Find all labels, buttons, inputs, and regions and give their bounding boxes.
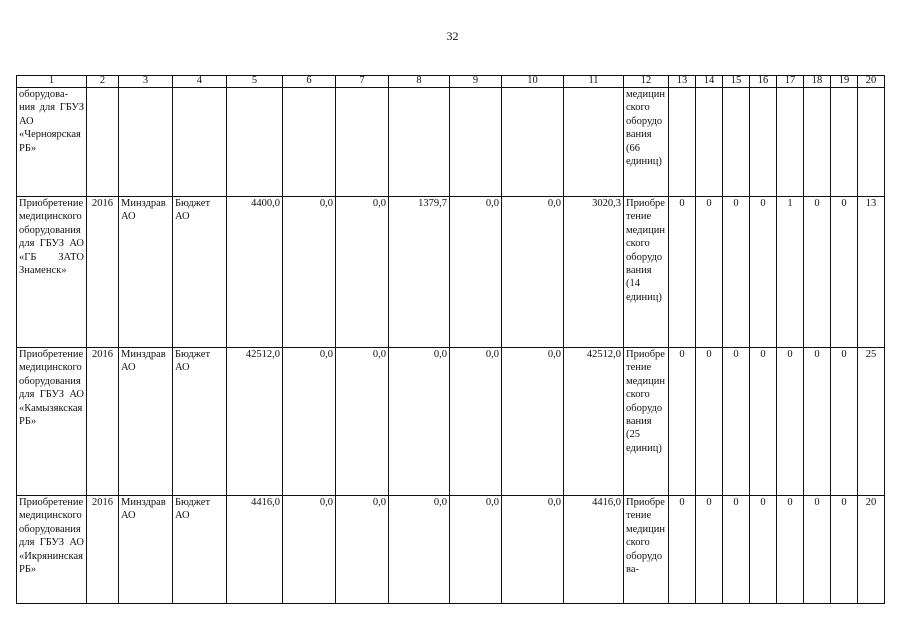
cell-count: [831, 88, 858, 197]
cell-value: [564, 88, 624, 197]
cell-value: 4416,0: [564, 496, 624, 604]
cell-year: 2016: [87, 348, 119, 496]
header-cell: 1: [17, 76, 87, 88]
cell-count: 0: [831, 197, 858, 348]
page-number: 32: [446, 29, 459, 43]
cell-count: 20: [858, 496, 885, 604]
header-cell: 9: [450, 76, 502, 88]
cell-value: 1379,7: [389, 197, 450, 348]
cell-count: 0: [723, 348, 750, 496]
cell-value: 0,0: [450, 348, 502, 496]
cell-value: 0,0: [336, 197, 389, 348]
header-cell: 7: [336, 76, 389, 88]
cell-count: 0: [804, 496, 831, 604]
cell-count: 0: [723, 197, 750, 348]
cell-source: [173, 88, 227, 197]
cell-value: 0,0: [450, 197, 502, 348]
cell-value: 0,0: [336, 348, 389, 496]
cell-value: [283, 88, 336, 197]
cell-source: Бюджет АО: [173, 197, 227, 348]
header-cell: 16: [750, 76, 777, 88]
cell-value: [336, 88, 389, 197]
cell-count: 0: [750, 348, 777, 496]
table-row: [17, 496, 885, 604]
cell-source: Бюджет АО: [173, 496, 227, 604]
header-cell: 19: [831, 76, 858, 88]
cell-value: 0,0: [502, 348, 564, 496]
cell-count: 0: [696, 197, 723, 348]
cell-value: 0,0: [283, 348, 336, 496]
cell-count: 0: [804, 197, 831, 348]
cell-value: 0,0: [389, 496, 450, 604]
header-cell: 14: [696, 76, 723, 88]
header-cell: 5: [227, 76, 283, 88]
cell-count: 13: [858, 197, 885, 348]
cell-value: 3020,3: [564, 197, 624, 348]
header-cell: 15: [723, 76, 750, 88]
cell-value: 42512,0: [564, 348, 624, 496]
cell-indicator: Приобретение медицинского оборудова-: [624, 496, 669, 604]
cell-indicator: Приобретение медицинского оборудования (25 единиц): [624, 348, 669, 496]
cell-count: 0: [669, 496, 696, 604]
cell-value: 0,0: [336, 496, 389, 604]
cell-source: Бюджет АО: [173, 348, 227, 496]
cell-count: 0: [777, 496, 804, 604]
cell-value: 4400,0: [227, 197, 283, 348]
header-cell: 3: [119, 76, 173, 88]
cell-count: [750, 88, 777, 197]
cell-year: 2016: [87, 197, 119, 348]
cell-executor: Минздрав АО: [119, 348, 173, 496]
cell-count: [669, 88, 696, 197]
cell-count: [804, 88, 831, 197]
cell-year: 2016: [87, 496, 119, 604]
header-cell: 20: [858, 76, 885, 88]
table-row: [17, 88, 885, 197]
cell-indicator: медицинского оборудования (66 единиц): [624, 88, 669, 197]
header-cell: 17: [777, 76, 804, 88]
cell-count: 0: [669, 197, 696, 348]
header-cell: 2: [87, 76, 119, 88]
header-cell: 6: [283, 76, 336, 88]
header-cell: 8: [389, 76, 450, 88]
cell-count: 0: [696, 496, 723, 604]
cell-value: 0,0: [450, 496, 502, 604]
cell-count: 0: [777, 348, 804, 496]
header-cell: 4: [173, 76, 227, 88]
cell-count: 25: [858, 348, 885, 496]
header-cell: 12: [624, 76, 669, 88]
cell-count: 0: [804, 348, 831, 496]
cell-count: [858, 88, 885, 197]
cell-count: 0: [696, 348, 723, 496]
cell-value: 0,0: [502, 197, 564, 348]
cell-indicator: Приобретение медицинского оборудования (14 единиц): [624, 197, 669, 348]
cell-year: [87, 88, 119, 197]
cell-executor: Минздрав АО: [119, 496, 173, 604]
header-row: [17, 76, 885, 88]
header-cell: 18: [804, 76, 831, 88]
cell-count: 0: [750, 496, 777, 604]
cell-value: 42512,0: [227, 348, 283, 496]
cell-count: 1: [777, 197, 804, 348]
table-row: [17, 197, 885, 348]
cell-value: [227, 88, 283, 197]
cell-measure: Приобретение медицинского оборудования для ГБУЗ АО «ГБ ЗАТО Знаменск»: [17, 197, 87, 348]
cell-count: [777, 88, 804, 197]
cell-value: 0,0: [502, 496, 564, 604]
cell-count: 0: [750, 197, 777, 348]
header-cell: 11: [564, 76, 624, 88]
cell-count: 0: [831, 496, 858, 604]
cell-measure: оборудова-ния для ГБУЗ АО «Черноярская РБ»: [17, 88, 87, 197]
cell-measure: Приобретение медицинского оборудования для ГБУЗ АО «Икрянинская РБ»: [17, 496, 87, 604]
cell-value: 4416,0: [227, 496, 283, 604]
table-row: [17, 348, 885, 496]
cell-value: 0,0: [389, 348, 450, 496]
cell-count: [696, 88, 723, 197]
cell-count: 0: [669, 348, 696, 496]
cell-value: 0,0: [283, 197, 336, 348]
program-table: [16, 75, 885, 604]
cell-measure: Приобретение медицинского оборудования для ГБУЗ АО «Камызякская РБ»: [17, 348, 87, 496]
cell-executor: [119, 88, 173, 197]
cell-value: [389, 88, 450, 197]
header-cell: 10: [502, 76, 564, 88]
cell-count: 0: [723, 496, 750, 604]
cell-count: 0: [831, 348, 858, 496]
cell-count: [723, 88, 750, 197]
header-cell: 13: [669, 76, 696, 88]
cell-value: 0,0: [283, 496, 336, 604]
cell-value: [450, 88, 502, 197]
cell-value: [502, 88, 564, 197]
cell-executor: Минздрав АО: [119, 197, 173, 348]
